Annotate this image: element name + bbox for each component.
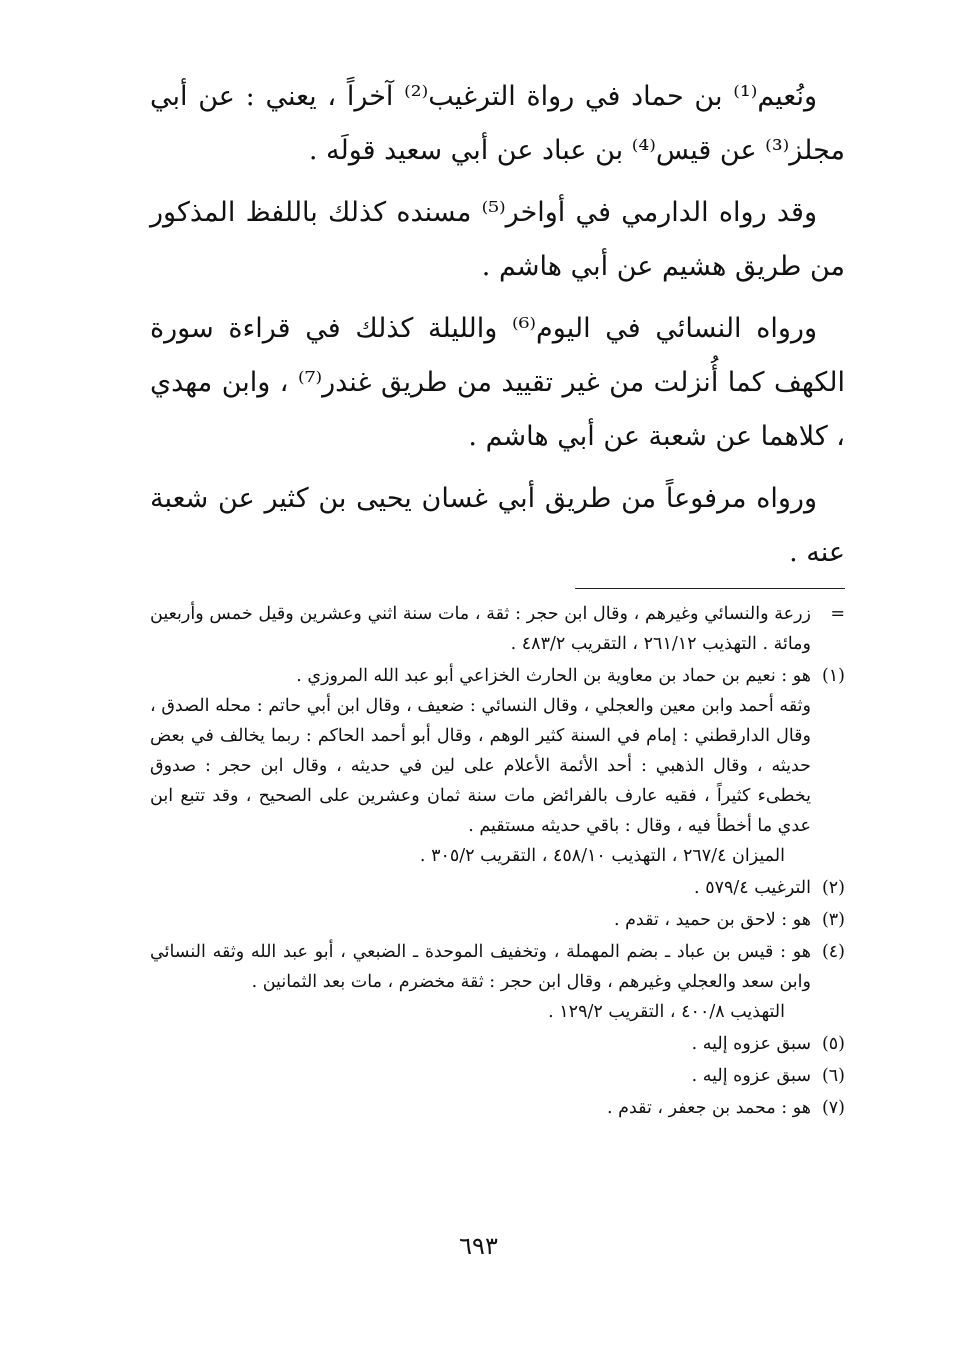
body-paragraph: وقد رواه الدارمي في أواخر⁽⁵⁾ مسنده كذلك باللفظ المذكور من طريق هشيم عن أبي هاشم . xyxy=(150,197,845,282)
page-content xyxy=(150,70,845,1125)
footnote-text: وثقه أحمد وابن معين والعجلي ، وقال النسائي : ضعيف ، وقال ابن أبي حاتم : محله الصدق ، وقال الدارقطني : إمام في السنة كثير الوهم ، وقال أبو أحمد الحاكم : ربما يخالف في بعض حديثه ، وقال الذهبي : أحد الأئمة الأعلام على لين في حديثه ، وقال ابن حجر : صدوق يخطىء كثيراً ، فقيه عارف بالفرائض مات سنة ثمان وعشرين على الصحيح ، وقد تتبع ابن عدي ما أخطأ فيه ، وقال : باقي حديثه مستقيم . xyxy=(150,696,811,836)
footnote xyxy=(150,1061,845,1091)
footnote-text: هو : محمد بن جعفر ، تقدم . xyxy=(607,1098,811,1118)
footnote-marker: = xyxy=(830,604,845,624)
footnote-continuation xyxy=(150,599,845,659)
footnote-text: هو : لاحق بن حميد ، تقدم . xyxy=(613,910,811,930)
body-paragraph: ورواه مرفوعاً من طريق أبي غسان يحيى بن كثير عن شعبة عنه . xyxy=(150,483,845,568)
footnote xyxy=(150,937,845,1027)
footnote xyxy=(150,661,845,871)
footnote-number: (٣) xyxy=(821,910,845,930)
footnote-text: زرعة والنسائي وغيرهم ، وقال ابن حجر : ثقة ، مات سنة اثني وعشرين وقيل خمس وأربعين ومائة . التهذيب ٢٦١/١٢ ، التقريب ٤٨٣/٢ . xyxy=(150,604,811,654)
footnote-number: (٤) xyxy=(821,942,845,962)
body-paragraph: ونُعيم⁽¹⁾ بن حماد في رواة الترغيب⁽²⁾ آخراً ، يعني : عن أبي مجلز⁽³⁾ عن قيس⁽⁴⁾ بن عباد عن أبي سعيد قولَه . xyxy=(150,81,845,166)
footnote-number: (٦) xyxy=(821,1066,845,1086)
footnote-reference: الميزان ٢٦٧/٤ ، التهذيب ٤٥٨/١٠ ، التقريب ٣٠٥/٢ . xyxy=(419,846,785,866)
footnote-number: (١) xyxy=(821,666,845,686)
footnote-text: الترغيب ٥٧٩/٤ . xyxy=(694,878,811,898)
footnote-number: (٥) xyxy=(821,1034,845,1054)
footnote-text: هو : نعيم بن حماد بن معاوية بن الحارث الخزاعي أبو عبد الله المروزي . xyxy=(296,666,811,686)
footnote-separator xyxy=(575,588,845,589)
footnote-text: سبق عزوه إليه . xyxy=(691,1034,811,1054)
footnote-number: (٧) xyxy=(821,1098,845,1118)
footnote xyxy=(150,1029,845,1059)
page-number: ٦٩٣ xyxy=(459,1232,498,1260)
footnote xyxy=(150,1093,845,1123)
footnote-text: هو : قيس بن عباد ـ بضم المهملة ، وتخفيف الموحدة ـ الضبعي ، أبو عبد الله وثقه النسائي وابن سعد والعجلي وغيرهم ، وقال ابن حجر : ثقة مخضرم ، مات بعد الثمانين . xyxy=(150,942,811,992)
footnote-text: سبق عزوه إليه . xyxy=(691,1066,811,1086)
footnotes xyxy=(150,599,845,1123)
footnote-number: (٢) xyxy=(821,878,845,898)
body-paragraph: ورواه النسائي في اليوم⁽⁶⁾ والليلة كذلك في قراءة سورة الكهف كما أُنزلت من غير تقييد من طريق غندر⁽⁷⁾ ، وابن مهدي ، كلاهما عن شعبة عن أبي هاشم . xyxy=(150,313,845,452)
footnote xyxy=(150,873,845,903)
main-text xyxy=(150,70,845,580)
footnote-reference: التهذيب ٤٠٠/٨ ، التقريب ١٢٩/٢ . xyxy=(548,1002,785,1022)
footnote xyxy=(150,905,845,935)
